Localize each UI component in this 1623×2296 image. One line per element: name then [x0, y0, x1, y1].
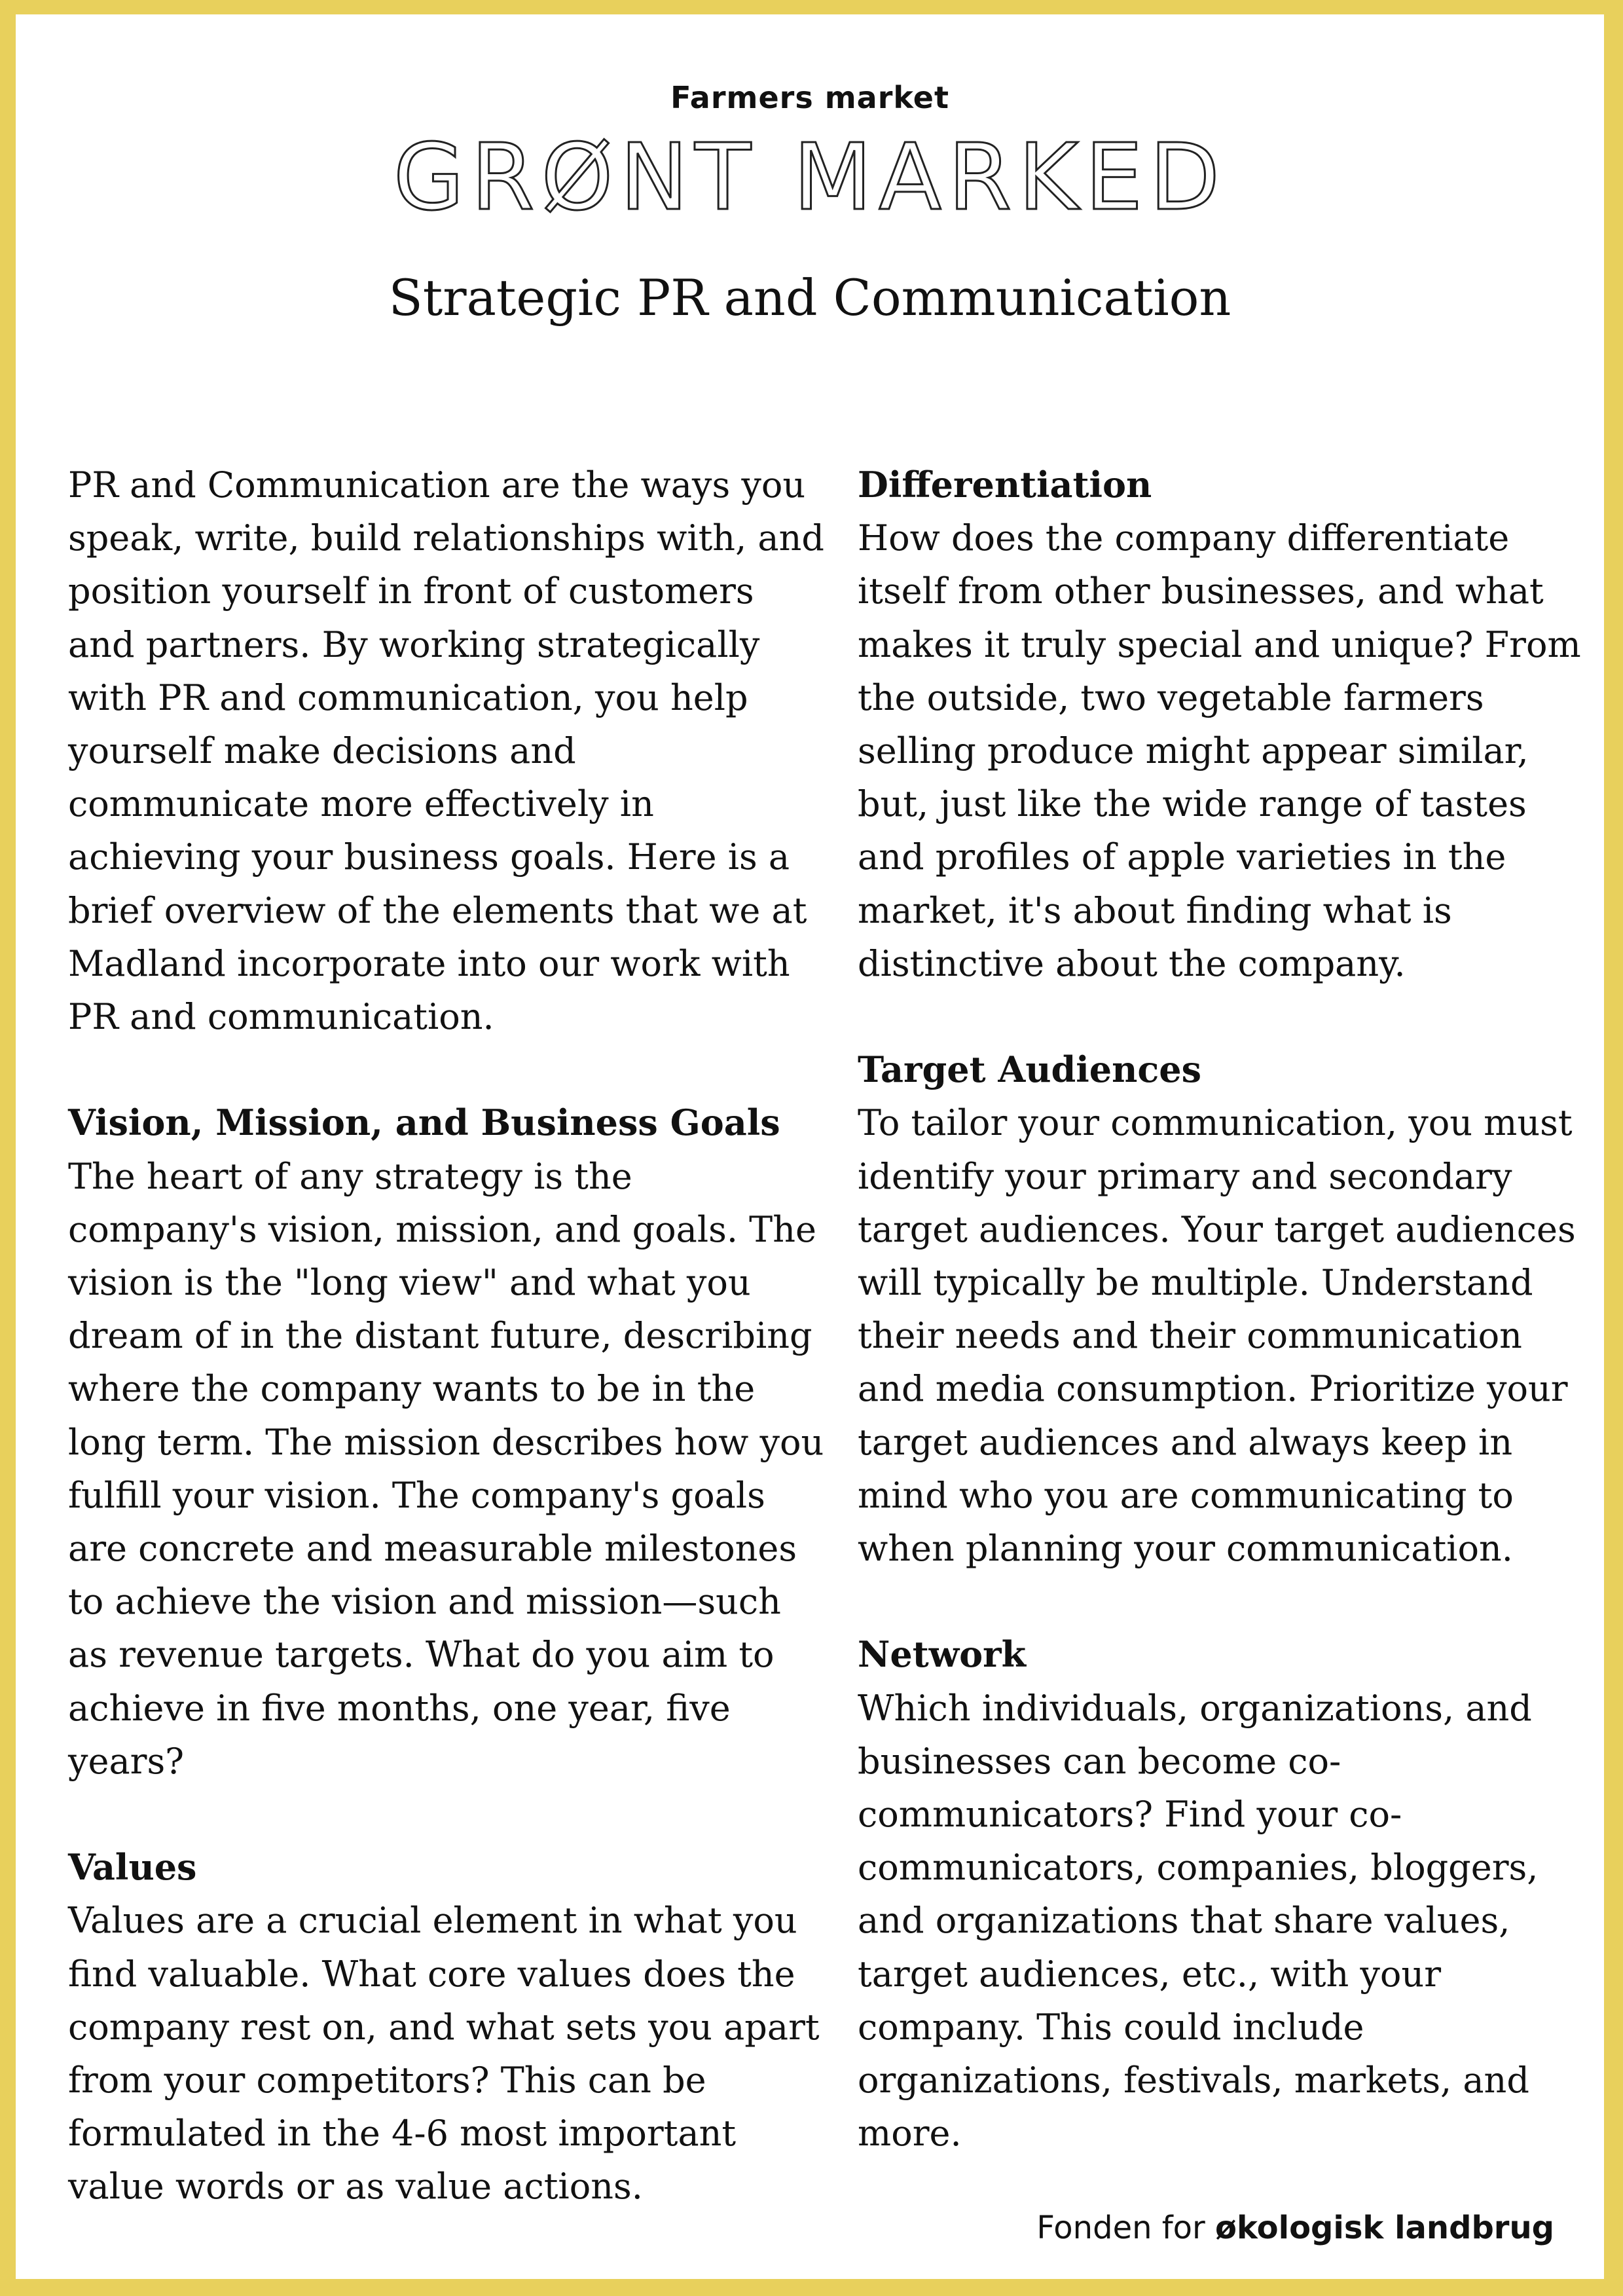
brand-subtitle: Farmers market: [670, 80, 949, 115]
section-target-audiences: [858, 1043, 1591, 1575]
section-body: Which individuals, organizations, and businesses can become co-communicators? Find your co-communicators, companies, bloggers, and organizations that share values, target audiences, etc., with your company. This could include organizations, festivals, markets, and more.: [858, 1687, 1539, 2155]
section-body: Values are a crucial element in what you find valuable. What core values does the company rest on, and what sets you apart from your competitors? This can be formulated in the 4-6 most important value words or as value actions.: [68, 1900, 820, 2208]
section-values: [68, 1841, 828, 2213]
footer-logo: [1036, 2210, 1554, 2246]
document-title: Strategic PR and Communication: [388, 268, 1231, 327]
intro-paragraph: PR and Communication are the ways you speak, write, build relationships with, and position yourself in front of customers and partners. By working strategically with PR and communication, you help yourself make decisions and communicate more effectively in achieving your business goals. Here is a brief overview of the elements that we at Madland incorporate into our work with PR and communication.: [68, 464, 824, 1038]
section-heading: Network: [858, 1633, 1027, 1676]
section-heading: Values: [68, 1846, 197, 1889]
section-heading: Target Audiences: [858, 1048, 1201, 1091]
section-body: The heart of any strategy is the company's vision, mission, and goals. The vision is the "long view" and what you dream of in the distant future, describing where the company wants to be in the long term. The mission describes how you fulfill your vision. The company's goals are concrete and measurable milestones to achieve the vision and mission—such as revenue targets. What do you aim to achieve in five months, one year, five years?: [68, 1155, 824, 1782]
section-body: How does the company differentiate itself from other businesses, and what makes it truly special and unique? From the outside, two vegetable farmers selling produce might appear similar, but, just like the wide range of tastes and profiles of apple varieties in the market, it's about finding what is distinctive about the company.: [858, 517, 1581, 984]
section-heading: Differentiation: [858, 464, 1152, 506]
document-page: [16, 14, 1604, 2279]
footer-prefix: Fonden for: [1036, 2210, 1216, 2246]
section-vision: [68, 1096, 828, 1788]
left-column: [68, 458, 828, 2213]
footer-name: økologisk landbrug: [1215, 2210, 1554, 2246]
section-body: To tailor your communication, you must identify your primary and secondary target audiences. Your target audiences will typically be multiple. Understand their needs and their communication and media consumption. Prioritize your target audiences and always keep in mind who you are communicating to when planning your communication.: [858, 1102, 1576, 1570]
section-differentiation: [858, 458, 1591, 990]
right-column: [858, 458, 1591, 2160]
section-heading: Vision, Mission, and Business Goals: [68, 1102, 780, 1144]
section-network: [858, 1628, 1591, 2160]
brand-logo: GRØNT MARKED: [393, 124, 1227, 231]
